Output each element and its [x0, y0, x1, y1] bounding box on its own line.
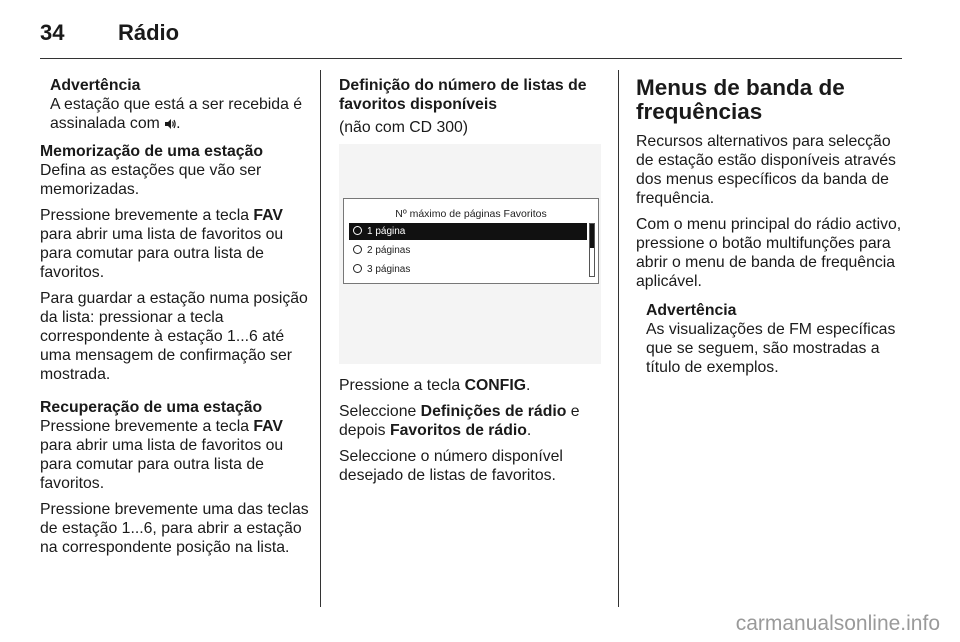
page-title: Rádio	[118, 20, 180, 45]
key-label-config: CONFIG	[464, 377, 527, 394]
page-number: 34	[40, 20, 65, 45]
note-text	[50, 95, 312, 135]
note-title: Advertência	[646, 302, 737, 319]
paragraph: Seleccione o número disponível desejado de listas de favoritos.	[339, 448, 563, 484]
screen-option-3	[349, 261, 587, 278]
text-run: Pressione a tecla	[339, 377, 465, 394]
paragraph	[40, 206, 312, 282]
note-text-before: A estação que está a ser recebida é assinalada com	[50, 96, 303, 132]
speaker-icon	[164, 116, 176, 135]
screen-scrollbar	[589, 223, 595, 277]
option-label: 3 páginas	[367, 264, 411, 275]
text-run: Pressione brevemente a tecla	[40, 418, 254, 435]
text-run: Seleccione	[339, 403, 421, 420]
paragraph: Defina as estações que vão ser memorizadas.	[40, 162, 262, 198]
screen-option-2	[349, 242, 587, 259]
text-run: e depois	[339, 403, 580, 439]
menu-label-radio-settings: Definições de rádio	[420, 403, 567, 420]
paragraph	[339, 402, 601, 440]
note-text: As visualizações de FM específicas que se seguem, são mostradas a título de exemplos.	[646, 321, 896, 376]
section-heading-favorites: Definição do número de listas de favoritos disponíveis	[339, 77, 587, 113]
paragraph	[40, 417, 312, 493]
text-run: para abrir uma lista de favoritos ou para comutar para outra lista de favoritos.	[40, 226, 284, 281]
screen-title: Nº máximo de páginas Favoritos	[395, 208, 547, 220]
display-screen	[343, 198, 599, 284]
paragraph: Pressione brevemente uma das teclas de estação 1...6, para abrir a estação na correspondente posição na lista.	[40, 501, 309, 556]
key-label-fav: FAV	[253, 207, 283, 224]
column-divider-1	[320, 70, 321, 607]
subtitle: (não com CD 300)	[339, 119, 469, 136]
screen-option-1	[349, 223, 587, 240]
text-run: .	[526, 422, 532, 439]
header-rule	[40, 58, 902, 59]
column-middle	[339, 76, 601, 492]
scroll-thumb	[590, 224, 594, 248]
display-screenshot	[339, 144, 601, 364]
text-run: .	[526, 377, 531, 394]
section-heading-frequency-menus: Menus de banda de frequências	[636, 75, 845, 124]
column-right	[636, 76, 906, 384]
section-heading-recall: Recuperação de uma estação	[40, 399, 263, 416]
note-title: Advertência	[50, 77, 141, 94]
paragraph: Recursos alternativos para selecção de estação estão disponíveis através dos menus específicos da banda de frequência.	[636, 133, 896, 207]
section-heading-memorize: Memorização de uma estação	[40, 143, 263, 160]
paragraph: Com o menu principal do rádio activo, pressione o botão multifunções para abrir o menu de banda de frequência aplicável.	[636, 216, 902, 290]
text-run: Pressione brevemente a tecla	[40, 207, 254, 224]
watermark: carmanualsonline.info	[735, 612, 940, 635]
option-label: 2 páginas	[367, 245, 411, 256]
paragraph: Para guardar a estação numa posição da lista: pressionar a tecla correspondente à estação 1...6 até uma mensagem de confirmação ser mostrada.	[40, 290, 308, 383]
column-divider-2	[618, 70, 619, 607]
radio-icon	[353, 245, 362, 254]
note-block	[636, 301, 906, 377]
key-label-fav: FAV	[253, 418, 283, 435]
text-run: para abrir uma lista de favoritos ou para comutar para outra lista de favoritos.	[40, 437, 284, 492]
note-text-after: .	[176, 115, 181, 132]
paragraph	[339, 376, 601, 395]
radio-icon	[353, 226, 362, 235]
menu-label-radio-favorites: Favoritos de rádio	[389, 422, 527, 439]
option-label: 1 página	[367, 226, 406, 237]
column-left	[40, 76, 312, 564]
note-block	[40, 76, 312, 135]
radio-icon	[353, 264, 362, 273]
